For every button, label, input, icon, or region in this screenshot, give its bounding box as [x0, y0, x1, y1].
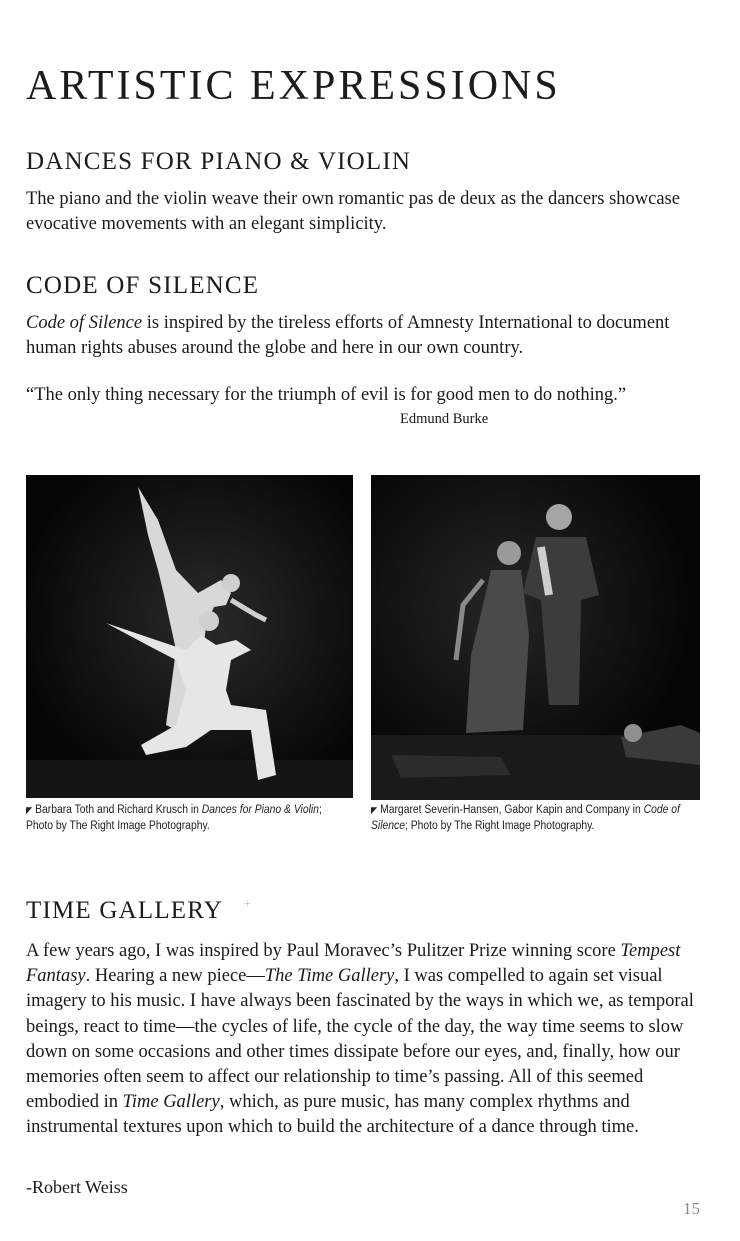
- body-italic: Time Gallery: [122, 1092, 220, 1113]
- page-title: ARTISTIC EXPRESSIONS: [26, 63, 561, 109]
- signature: -Robert Weiss: [26, 1177, 128, 1197]
- section-heading-dances: DANCES FOR PIANO & VIOLIN: [26, 148, 412, 175]
- caption-text: ; Photo by The Right Image Photography.: [26, 804, 322, 832]
- quote-attribution: Edmund Burke: [400, 411, 489, 427]
- caption-text: Margaret Severin-Hansen, Gabor Kapin and Company in: [380, 804, 644, 816]
- caption-italic: Dances for Piano & Violin: [201, 804, 319, 816]
- photo-caption-code-of-silence: [371, 802, 695, 834]
- body-text: is inspired by the tireless efforts of Amnesty International to document human rights abuses around the globe and here in our own country.: [26, 313, 670, 358]
- body-text: , which, as pure music, has many complex rhythms and instrumental textures upon which to build the architecture of a dance through time.: [26, 1092, 639, 1138]
- photo-code-of-silence: [371, 475, 700, 800]
- caption-text: ; Photo by The Right Image Photography.: [404, 820, 595, 832]
- page-number: 15: [683, 1199, 700, 1218]
- photo-caption-dances: [26, 802, 350, 834]
- caption-marker-icon: ◤: [26, 805, 33, 815]
- section-body-dances: The piano and the violin weave their own romantic pas de deux as the dancers showcase evocative movements with an elegant simplicity.: [26, 189, 680, 234]
- photo-dances-for-piano-violin: [26, 475, 353, 798]
- body-italic: Tempest Fantasy: [26, 941, 681, 987]
- body-text: . Hearing a new piece—: [85, 966, 265, 987]
- caption-italic: Code of Silence: [371, 804, 680, 832]
- section-heading-code-of-silence: CODE OF SILENCE: [26, 272, 260, 299]
- section-body-code-of-silence: [26, 311, 706, 361]
- section-body-time-gallery: [26, 939, 706, 1141]
- section-heading-time-gallery: TIME GALLERY: [26, 897, 224, 924]
- quote: “The only thing necessary for the triumph of evil is for good men to do nothing.”: [26, 385, 627, 405]
- crosshair-mark-icon: +: [244, 896, 251, 910]
- body-text: , I was compelled to again set visual imagery to his music. I have always been fascinated by the ways in which we, as temporal beings, react to time—the cycles of life, the cycle of the day, the way time seems to slow down on some occasions and other times dissipate before our eyes, and, finally, how our memories often seem to affect our relationship to time’s passing. All of this seemed embodied in: [26, 966, 694, 1113]
- title-italic: Code of Silence: [26, 313, 143, 333]
- caption-marker-icon: ◤: [371, 805, 378, 815]
- caption-text: Barbara Toth and Richard Krusch in: [35, 804, 202, 816]
- body-text: A few years ago, I was inspired by Paul Moravec’s Pulitzer Prize winning score: [26, 941, 621, 961]
- body-italic: The Time Gallery: [264, 966, 395, 987]
